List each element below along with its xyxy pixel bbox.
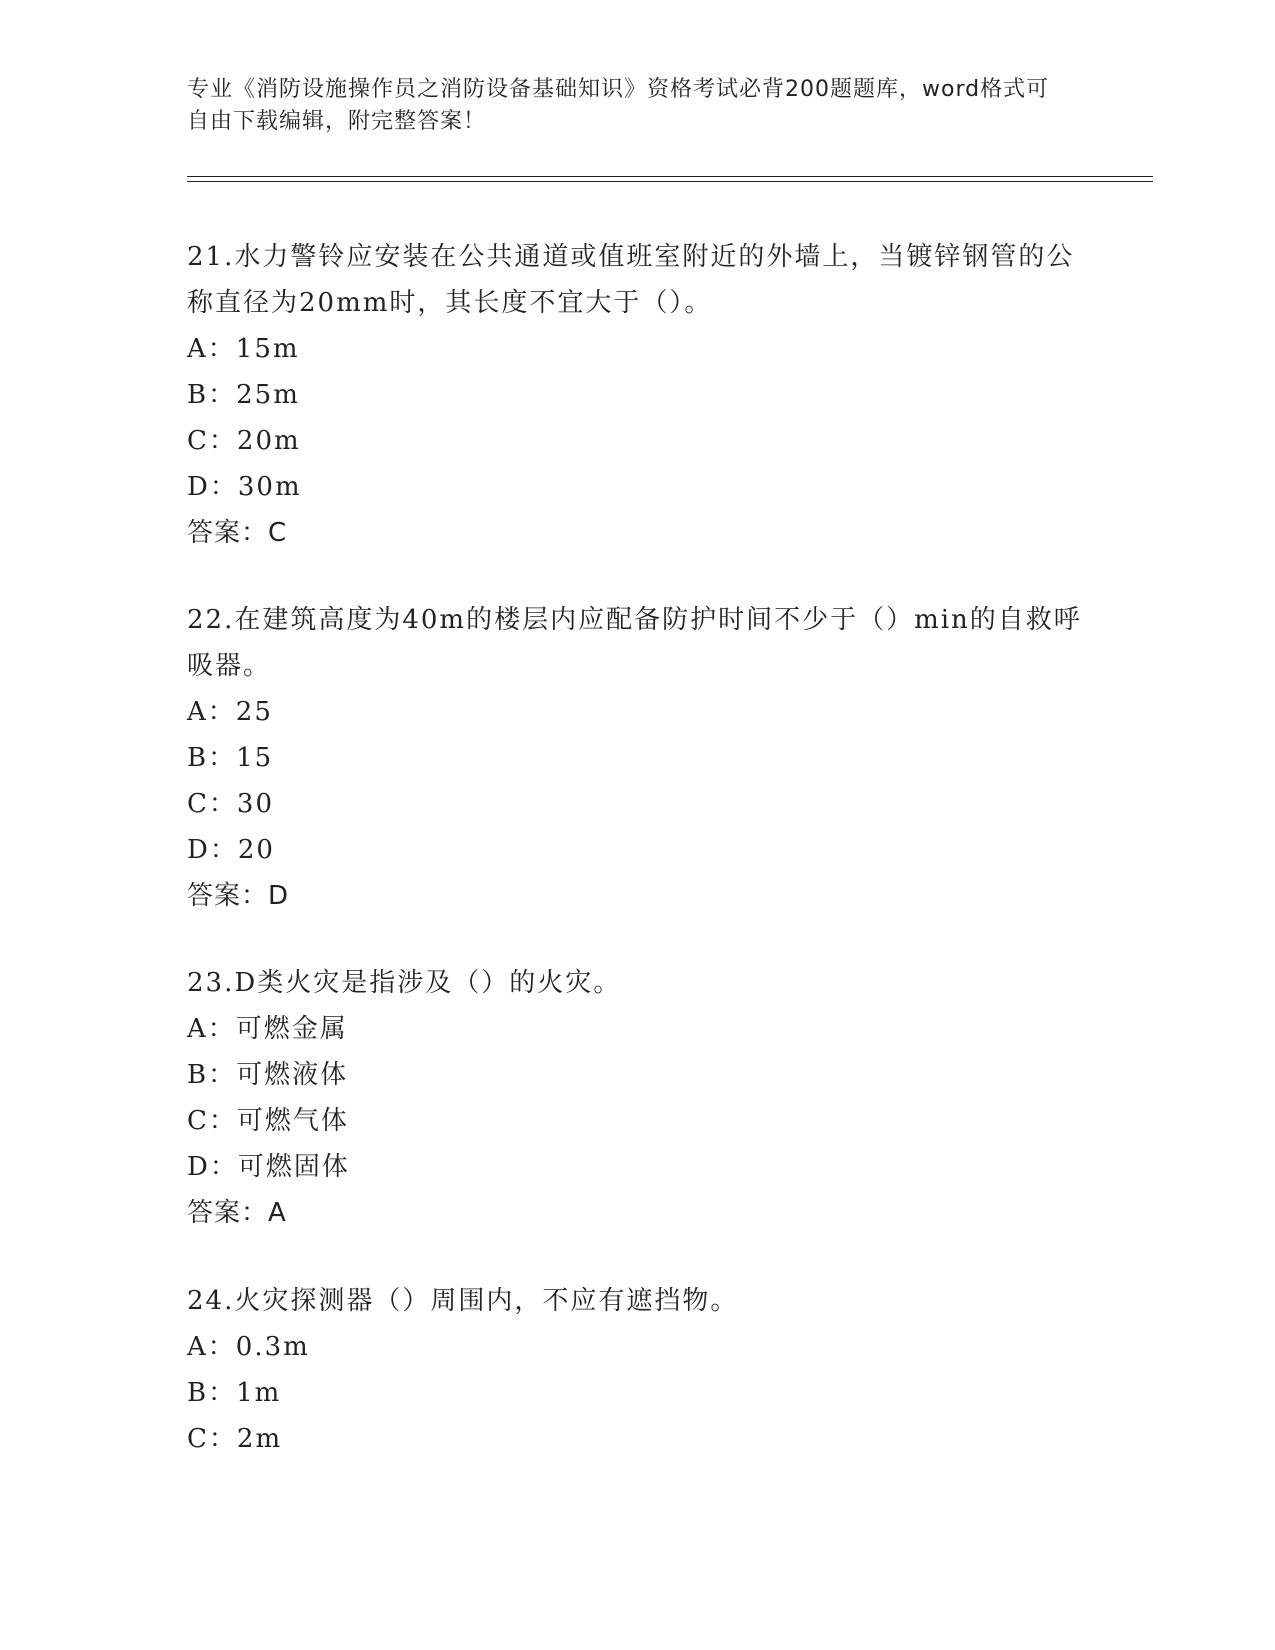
option-text: 25 — [235, 697, 273, 727]
option-text: 30m — [237, 472, 302, 502]
option-c — [187, 1098, 1087, 1144]
option-a — [187, 326, 1087, 372]
option-key: A： — [187, 1332, 236, 1362]
header-divider-top — [187, 176, 1153, 177]
question-23 — [187, 960, 1087, 1236]
option-text: 可燃固体 — [237, 1152, 350, 1182]
option-text: 20m — [236, 426, 301, 456]
option-text: 2m — [236, 1424, 283, 1454]
option-key: C： — [187, 1424, 237, 1454]
option-c — [187, 418, 1087, 464]
option-text: 0.3m — [235, 1332, 310, 1362]
option-text: 可燃金属 — [235, 1014, 348, 1044]
option-key: A： — [187, 334, 236, 364]
question-stem: 24.火灾探测器（）周围内，不应有遮挡物。 — [187, 1286, 739, 1316]
option-a — [187, 689, 1087, 735]
option-text: 15 — [236, 743, 274, 773]
option-key: B： — [187, 743, 237, 773]
option-b — [187, 1052, 1087, 1098]
option-key: A： — [187, 697, 236, 727]
option-d — [187, 827, 1087, 873]
option-text: 可燃气体 — [236, 1106, 349, 1136]
option-key: C： — [187, 1106, 237, 1136]
option-b — [187, 372, 1087, 418]
question-21 — [187, 234, 1087, 556]
option-key: D： — [187, 835, 238, 865]
header-divider-bottom — [187, 181, 1153, 182]
answer-line: 答案：D — [187, 881, 290, 911]
option-key: C： — [187, 789, 237, 819]
option-key: B： — [187, 380, 237, 410]
option-c — [187, 781, 1087, 827]
question-stem: 23.D类火灾是指涉及（）的火灾。 — [187, 968, 622, 998]
option-key: D： — [187, 472, 238, 502]
option-text: 1m — [236, 1378, 282, 1408]
question-24 — [187, 1278, 1087, 1462]
document-header: 专业《消防设施操作员之消防设备基础知识》资格考试必背200题题库，word格式可自由下载编辑，附完整答案！ — [187, 77, 1050, 134]
option-text: 30 — [236, 789, 274, 819]
option-d — [187, 464, 1087, 510]
option-key: A： — [187, 1014, 236, 1044]
option-b — [187, 1370, 1087, 1416]
answer-line: 答案：C — [187, 518, 288, 548]
option-text: 20 — [237, 835, 275, 865]
option-a — [187, 1324, 1087, 1370]
question-22 — [187, 597, 1087, 919]
option-text: 25m — [236, 380, 300, 410]
option-key: B： — [187, 1060, 237, 1090]
option-b — [187, 735, 1087, 781]
option-text: 15m — [235, 334, 300, 364]
answer-line: 答案：A — [187, 1198, 287, 1228]
option-key: D： — [187, 1152, 238, 1182]
option-key: C： — [187, 426, 237, 456]
question-stem: 21.水力警铃应安装在公共通道或值班室附近的外墙上，当镀锌钢管的公称直径为20mm时，其长度不宜大于（）。 — [187, 242, 1075, 318]
question-stem: 22.在建筑高度为40m的楼层内应配备防护时间不少于（）min的自救呼吸器。 — [187, 605, 1082, 681]
option-key: B： — [187, 1378, 237, 1408]
option-a — [187, 1006, 1087, 1052]
option-d — [187, 1144, 1087, 1190]
option-text: 可燃液体 — [236, 1060, 349, 1090]
option-c — [187, 1416, 1087, 1462]
